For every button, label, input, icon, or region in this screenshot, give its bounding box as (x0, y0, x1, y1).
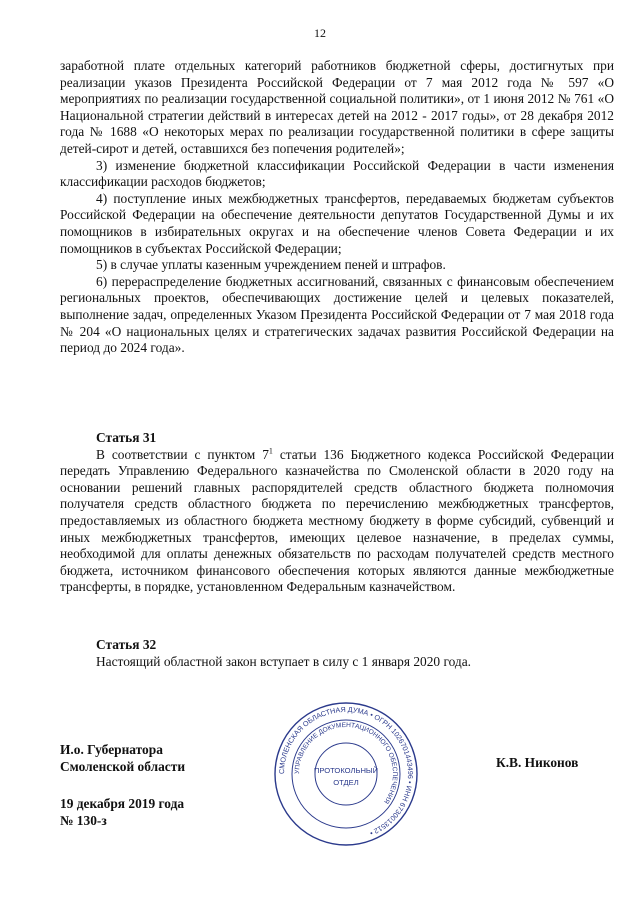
stamp-center-line: ОТДЕЛ (333, 778, 359, 787)
official-stamp (272, 700, 420, 848)
paragraph: 3) изменение бюджетной классификации Российской Федерации в части изменения классификации расходов бюджетов; (60, 157, 614, 190)
signatory-title-line: Смоленской области (60, 759, 186, 774)
stamp-ring-textpath: СМОЛЕНСКАЯ ОБЛАСТНАЯ ДУМА • ОГРН 1026701443496 • ИНН 6730013512 • (276, 704, 416, 838)
law-date-number (60, 795, 184, 829)
article-text: статьи 136 Бюджетного кодекса Российской Федерации передать Управлению Федерального казначейства по Смоленской области в 2020 году на основании решений главных распорядителей средств областного бюджета полномочия получателя средств областного бюджета по перечислению межбюджетных трансфертов, предоставляемых из областного бюджета местному бюджету в форме субсидий, субвенций и иных межбюджетных трансфертов, имеющих целевое назначение, в пределах суммы, необходимой для оплаты денежных обязательств по расходам получателей средств местного бюджета, источником финансового обеспечения которых являются данные межбюджетные трансферты, в порядке, установленном Федеральным казначейством. (60, 446, 615, 595)
signatory-title (60, 741, 185, 775)
law-date: 19 декабря 2019 года (60, 796, 185, 811)
stamp-inner-textpath: УПРАВЛЕНИЕ ДОКУМЕНТАЦИОННОГО ОБЕСПЕЧЕНИЯ (293, 721, 399, 805)
superscript: 1 (268, 446, 273, 456)
article-heading: Статья 31 (96, 430, 157, 445)
page-number: 12 (314, 26, 326, 40)
paragraph: 4) поступление иных межбюджетных трансфертов, передаваемых бюджетам субъектов Российской Федерации на обеспечение деятельности депутатов Государственной Думы и их помощников в избирательных округах и на обеспечение членов Совета Федерации и их помощников в субъектах Российской Федерации; (60, 190, 614, 256)
article-32 (60, 637, 614, 670)
paragraph: Настоящий областной закон вступает в силу с 1 января 2020 года. (96, 653, 472, 669)
paragraph: 5) в случае уплаты казенным учреждением пеней и штрафов. (96, 257, 446, 273)
article-heading: Статья 32 (96, 637, 157, 652)
article-31 (60, 430, 614, 596)
document-body (60, 58, 614, 357)
paragraph (60, 447, 614, 596)
stamp-center-line: ПРОТОКОЛЬНЫЙ (313, 766, 379, 775)
signatory-name: К.В. Никонов (496, 755, 579, 770)
law-number: № 130-з (60, 813, 107, 828)
article-text: В соответствии с пунктом 7 (96, 446, 269, 462)
paragraph: заработной плате отдельных категорий работников бюджетной сферы, достигнутых при реализации указов Президента Российской Федерации от 7 мая 2012 года № 597 «О мероприятиях по реализации государственной социальной политики», от 1 июня 2012 № 761 «О Национальной стратегии действий в интересах детей на 2012 - 2017 годы», от 28 декабря 2012 года № 1688 «О некоторых мерах по реализации государственной политики в сфере защиты детей-сирот и детей, оставшихся без попечения родителей»; (60, 58, 614, 156)
paragraph: 6) перераспределение бюджетных ассигнований, связанных с финансовым обеспечением региональных проектов, обеспечивающих достижение целей и целевых показателей, выполнение задач, определенных Указом Президента Российской Федерации от 7 мая 2018 года № 204 «О национальных целях и стратегических задачах развития Российской Федерации на период до 2024 года». (60, 273, 614, 356)
signatory-title-line: И.о. Губернатора (60, 742, 163, 757)
